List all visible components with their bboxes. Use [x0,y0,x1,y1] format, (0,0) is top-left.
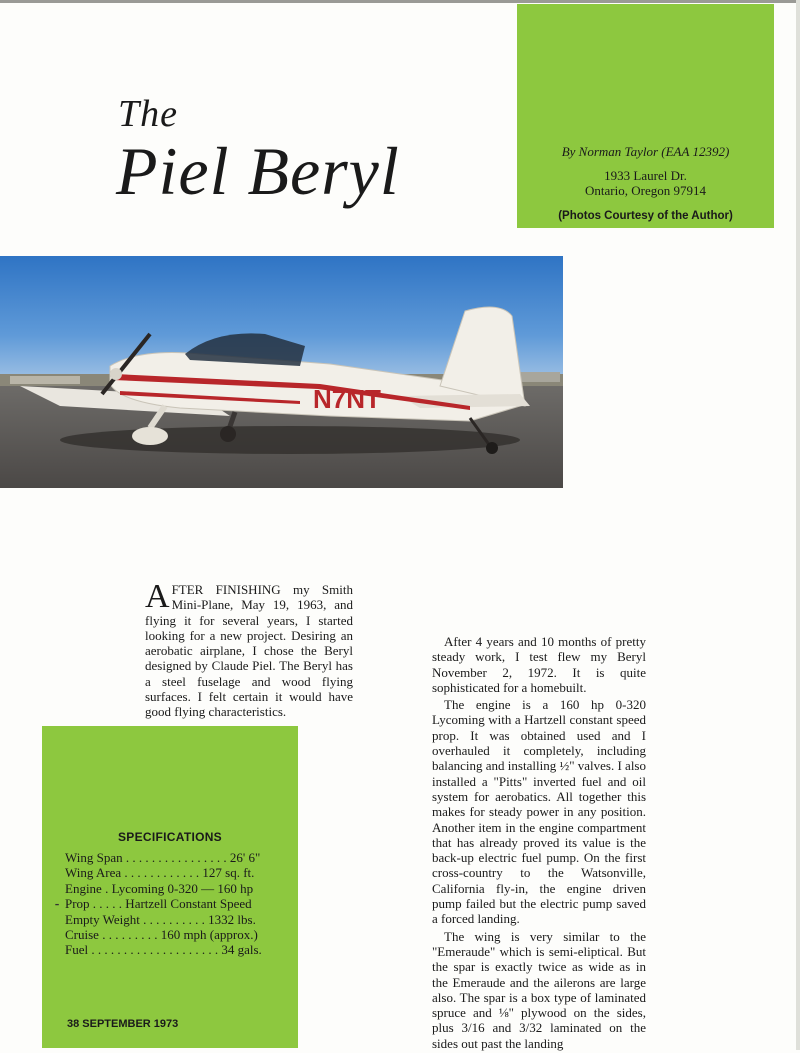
article-paragraph: The wing is very similar to the "Emeraude" which is semi-eliptical. But the spar is exactly twice as wide as in the Emeraude and the ailerons are large also. The spar is a box type of laminated spruce and ⅛" plywood on the sides, plus 3/16 and 3/32 laminated on the sides out past the landing [432,928,646,1051]
article-paragraph: The engine is a 160 hp 0-320 Lycoming with a Hartzell constant speed prop. It was obtained used and I overhauled it completely, including balancing and installing ½" valves. I also installed a "Pitts" inverted fuel and oil system for aerobatics. All together this makes for steady power in any position. Another item in the engine compartment that has already proved its value is the back-up electric fuel pump. On the first cross-country to the Watsonville, California fly-in, the engine driven pump failed but the electric pump saved a forced landing. [432,697,646,927]
page-title: Piel Beryl [116,133,400,209]
spec-row: Engine . Lycoming 0-320 — 160 hp [65,880,254,896]
article-column-left [145,578,353,722]
page-folio: 38 SEPTEMBER 1973 [67,1018,179,1030]
dropcap: A [145,578,170,615]
page-edge [796,0,800,1050]
byline: By Norman Taylor (EAA 12392) [561,144,730,159]
airplane-photo [0,256,563,488]
title-prefix: The [118,93,178,135]
spec-row: Wing Span . . . . . . . . . . . . . . . . 26' 6" [65,850,261,865]
spec-row: Cruise . . . . . . . . . 160 mph (approx.) [65,927,258,943]
specifications-list [65,850,281,958]
address-line-1: 1933 Laurel Dr. [604,168,687,183]
spec-row: Empty Weight . . . . . . . . . . 1332 lbs. [65,911,256,927]
address-line-2: Ontario, Oregon 97914 [585,183,706,198]
spec-row: Wing Area . . . . . . . . . . . . 127 sq. ft. [65,865,255,881]
aircraft-registration: N7NT [313,384,381,414]
article-paragraph [145,578,353,720]
top-rule [0,0,800,3]
author-credit-box [517,4,774,228]
margin-mark: ⁃ [54,898,60,912]
author-address [517,168,774,198]
spec-row: Fuel . . . . . . . . . . . . . . . . . . . . 34 gals. [65,942,262,958]
specifications-title: SPECIFICATIONS [118,830,222,844]
spec-row: Prop . . . . . Hartzell Constant Speed [65,896,252,912]
specifications-box [42,726,298,1048]
article-paragraph: After 4 years and 10 months of pretty steady work, I test flew my Beryl November 2, 1972. It is quite sophisticated for a homebuilt. [432,634,646,695]
opening-text: FTER FINISHING my Smith Mini-Plane, May 19, 1963, and flying it for several years, I started looking for a new project. Desiring an aerobatic airplane, I chose the Beryl designed by Claude Piel. The Beryl has a steel fuselage and wood flying surfaces. I felt certain it would have good flying characteristics. [145,582,353,720]
article-column-right [432,634,646,1053]
photo-credit: (Photos Courtesy of the Author) [558,210,733,222]
